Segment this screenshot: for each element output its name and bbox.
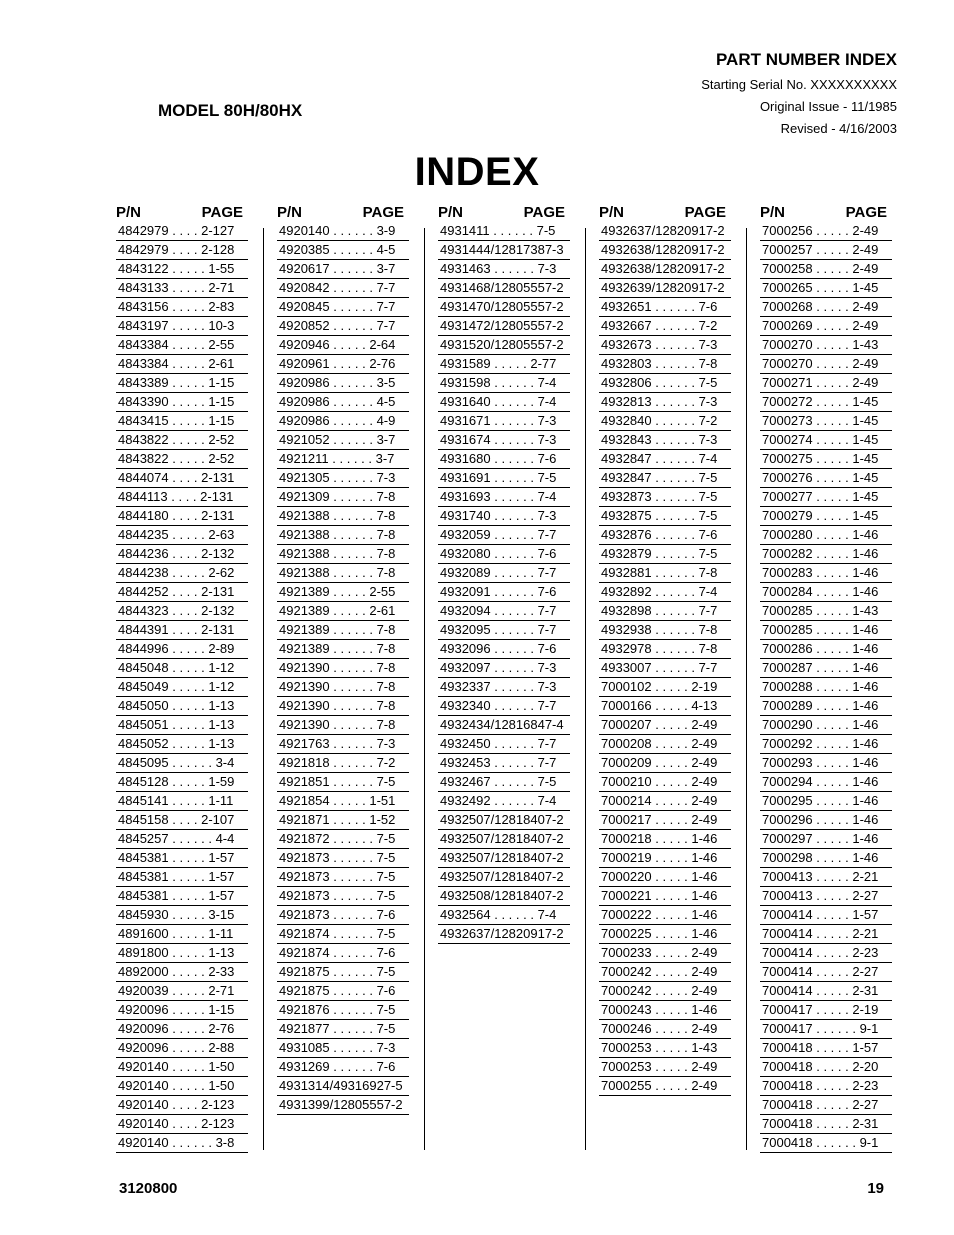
- index-entry: 4932639/12820917-2: [599, 279, 731, 298]
- index-entry: 4920852 . . . . . . 7-7: [277, 317, 409, 336]
- entry-list: [438, 222, 570, 944]
- index-entry: 4932876 . . . . . . 7-6: [599, 526, 731, 545]
- index-entry: 4921388 . . . . . . 7-8: [277, 507, 409, 526]
- index-entry: 7000295 . . . . . 1-46: [760, 792, 892, 811]
- index-entry: 4844238 . . . . . 2-62: [116, 564, 248, 583]
- index-entry: 7000233 . . . . . 2-49: [599, 944, 731, 963]
- index-entry: 4932847 . . . . . . 7-4: [599, 450, 731, 469]
- index-entry: 7000210 . . . . . 2-49: [599, 773, 731, 792]
- index-entry: 4921876 . . . . . . 7-5: [277, 1001, 409, 1020]
- index-entry: 7000102 . . . . . 2-19: [599, 678, 731, 697]
- index-entry: 4920986 . . . . . . 4-5: [277, 393, 409, 412]
- index-entry: 4844074 . . . . 2-131: [116, 469, 248, 488]
- index-entry: 4932638/12820917-2: [599, 241, 731, 260]
- index-entry: 4931671 . . . . . . 7-3: [438, 412, 570, 431]
- index-entry: 4931740 . . . . . . 7-3: [438, 507, 570, 526]
- entry-list: [760, 222, 892, 1153]
- index-entry: 4920845 . . . . . . 7-7: [277, 298, 409, 317]
- page-number: 19: [867, 1180, 884, 1197]
- index-entry: 4932507/12818407-2: [438, 811, 570, 830]
- index-entry: 4932096 . . . . . . 7-6: [438, 640, 570, 659]
- index-entry: 4931472/12805557-2: [438, 317, 570, 336]
- index-entry: 7000214 . . . . . 2-49: [599, 792, 731, 811]
- index-entry: 4845128 . . . . . 1-59: [116, 773, 248, 792]
- index-entry: 7000282 . . . . . 1-46: [760, 545, 892, 564]
- index-entry: 4921871 . . . . . 1-52: [277, 811, 409, 830]
- index-entry: 7000222 . . . . . 1-46: [599, 906, 731, 925]
- entry-list: [277, 222, 409, 1115]
- index-entry: 4932453 . . . . . . 7-7: [438, 754, 570, 773]
- index-entry: 7000297 . . . . . 1-46: [760, 830, 892, 849]
- index-entry: 4932637/12820917-2: [438, 925, 570, 944]
- index-entry: 4921389 . . . . . 2-61: [277, 602, 409, 621]
- index-entry: 4920842 . . . . . . 7-7: [277, 279, 409, 298]
- index-entry: 7000418 . . . . . 1-57: [760, 1039, 892, 1058]
- index-entry: 4844996 . . . . . 2-89: [116, 640, 248, 659]
- index-entry: 4843415 . . . . . 1-15: [116, 412, 248, 431]
- index-entry: 4931411 . . . . . . 7-5: [438, 222, 570, 241]
- index-entry: 4921854 . . . . . 1-51: [277, 792, 409, 811]
- index-entry: 7000285 . . . . . 1-43: [760, 602, 892, 621]
- index-entry: 7000275 . . . . . 1-45: [760, 450, 892, 469]
- index-entry: 7000279 . . . . . 1-45: [760, 507, 892, 526]
- index-entry: 7000418 . . . . . 2-31: [760, 1115, 892, 1134]
- index-entry: 4921877 . . . . . . 7-5: [277, 1020, 409, 1039]
- index-entry: 7000413 . . . . . 2-21: [760, 868, 892, 887]
- index-entry: 7000417 . . . . . 2-19: [760, 1001, 892, 1020]
- index-entry: 7000221 . . . . . 1-46: [599, 887, 731, 906]
- index-entry: 4921763 . . . . . . 7-3: [277, 735, 409, 754]
- index-entry: 4845049 . . . . . 1-12: [116, 678, 248, 697]
- index-entry: 7000256 . . . . . 2-49: [760, 222, 892, 241]
- index-entry: 7000269 . . . . . 2-49: [760, 317, 892, 336]
- index-entry: 7000209 . . . . . 2-49: [599, 754, 731, 773]
- index-column: [438, 204, 570, 944]
- index-entry: 4921873 . . . . . . 7-5: [277, 849, 409, 868]
- index-entry: 4931269 . . . . . . 7-6: [277, 1058, 409, 1077]
- index-entry: 4932898 . . . . . . 7-7: [599, 602, 731, 621]
- index-entry: 4921390 . . . . . . 7-8: [277, 659, 409, 678]
- index-entry: 4920039 . . . . . 2-71: [116, 982, 248, 1001]
- index-entry: 4932879 . . . . . . 7-5: [599, 545, 731, 564]
- index-entry: 7000242 . . . . . 2-49: [599, 963, 731, 982]
- index-entry: 4920385 . . . . . . 4-5: [277, 241, 409, 260]
- index-entry: 4845050 . . . . . 1-13: [116, 697, 248, 716]
- index-entry: 4920961 . . . . . 2-76: [277, 355, 409, 374]
- column-header: [760, 204, 892, 222]
- index-entry: 7000218 . . . . . 1-46: [599, 830, 731, 849]
- index-entry: 7000207 . . . . . 2-49: [599, 716, 731, 735]
- index-entry: 4844323 . . . . 2-132: [116, 602, 248, 621]
- index-heading: INDEX: [414, 150, 540, 194]
- index-entry: 7000242 . . . . . 2-49: [599, 982, 731, 1001]
- index-entry: 4932892 . . . . . . 7-4: [599, 583, 731, 602]
- index-column: [277, 204, 409, 1115]
- index-entry: 4892000 . . . . . 2-33: [116, 963, 248, 982]
- column-header: [599, 204, 731, 222]
- index-entry: 4921872 . . . . . . 7-5: [277, 830, 409, 849]
- index-entry: 4932875 . . . . . . 7-5: [599, 507, 731, 526]
- index-entry: 4932938 . . . . . . 7-8: [599, 621, 731, 640]
- index-entry: 4932978 . . . . . . 7-8: [599, 640, 731, 659]
- index-entry: 4845052 . . . . . 1-13: [116, 735, 248, 754]
- index-entry: 4920986 . . . . . . 3-5: [277, 374, 409, 393]
- index-entry: 4843197 . . . . . 10-3: [116, 317, 248, 336]
- entry-list: [599, 222, 731, 1096]
- index-entry: 4921389 . . . . . . 7-8: [277, 640, 409, 659]
- index-entry: 4844236 . . . . 2-132: [116, 545, 248, 564]
- index-entry: 4845141 . . . . . 1-11: [116, 792, 248, 811]
- index-entry: 7000280 . . . . . 1-46: [760, 526, 892, 545]
- index-entry: 4891600 . . . . . 1-11: [116, 925, 248, 944]
- index-entry: 7000257 . . . . . 2-49: [760, 241, 892, 260]
- index-entry: 4932667 . . . . . . 7-2: [599, 317, 731, 336]
- index-entry: 4932094 . . . . . . 7-7: [438, 602, 570, 621]
- index-column: [599, 204, 731, 1096]
- index-entry: 4921818 . . . . . . 7-2: [277, 754, 409, 773]
- index-entry: 7000219 . . . . . 1-46: [599, 849, 731, 868]
- index-entry: 4843389 . . . . . 1-15: [116, 374, 248, 393]
- index-entry: 4932803 . . . . . . 7-8: [599, 355, 731, 374]
- index-entry: 4932813 . . . . . . 7-3: [599, 393, 731, 412]
- index-entry: 4931314/49316927-5: [277, 1077, 409, 1096]
- index-entry: 4842979 . . . . 2-128: [116, 241, 248, 260]
- index-entry: 7000255 . . . . . 2-49: [599, 1077, 731, 1096]
- index-entry: 4931444/12817387-3: [438, 241, 570, 260]
- index-entry: 4921851 . . . . . . 7-5: [277, 773, 409, 792]
- index-entry: 7000243 . . . . . 1-46: [599, 1001, 731, 1020]
- index-entry: 4844180 . . . . 2-131: [116, 507, 248, 526]
- index-entry: 4843384 . . . . . 2-61: [116, 355, 248, 374]
- index-entry: 4932080 . . . . . . 7-6: [438, 545, 570, 564]
- index-entry: 4844252 . . . . 2-131: [116, 583, 248, 602]
- index-entry: 7000287 . . . . . 1-46: [760, 659, 892, 678]
- index-entry: 7000271 . . . . . 2-49: [760, 374, 892, 393]
- index-entry: 4920096 . . . . . 2-88: [116, 1039, 248, 1058]
- index-entry: 4932881 . . . . . . 7-8: [599, 564, 731, 583]
- index-entry: 4921873 . . . . . . 7-5: [277, 887, 409, 906]
- pn-header: P/N: [277, 204, 303, 221]
- index-entry: 4921052 . . . . . . 3-7: [277, 431, 409, 450]
- index-entry: 7000414 . . . . . 2-31: [760, 982, 892, 1001]
- revised-date: Revised - 4/16/2003: [780, 121, 897, 136]
- index-entry: 4932638/12820917-2: [599, 260, 731, 279]
- column-header: [438, 204, 570, 222]
- index-entry: 4921211 . . . . . . 3-7: [277, 450, 409, 469]
- index-entry: 4920986 . . . . . . 4-9: [277, 412, 409, 431]
- column-divider: [746, 228, 747, 1150]
- index-entry: 7000265 . . . . . 1-45: [760, 279, 892, 298]
- index-entry: 7000414 . . . . . 2-23: [760, 944, 892, 963]
- index-entry: 4921873 . . . . . . 7-6: [277, 906, 409, 925]
- index-entry: 4933007 . . . . . . 7-7: [599, 659, 731, 678]
- index-entry: 4845381 . . . . . 1-57: [116, 849, 248, 868]
- index-entry: 4931693 . . . . . . 7-4: [438, 488, 570, 507]
- index-entry: 7000220 . . . . . 1-46: [599, 868, 731, 887]
- column-header: [116, 204, 248, 222]
- index-entry: 4921388 . . . . . . 7-8: [277, 564, 409, 583]
- page-header: PAGE: [201, 204, 243, 221]
- index-entry: 4920617 . . . . . . 3-7: [277, 260, 409, 279]
- index-entry: 4931468/12805557-2: [438, 279, 570, 298]
- index-entry: 7000289 . . . . . 1-46: [760, 697, 892, 716]
- index-entry: 7000414 . . . . . 2-27: [760, 963, 892, 982]
- index-entry: 7000418 . . . . . 2-23: [760, 1077, 892, 1096]
- index-entry: 7000253 . . . . . 1-43: [599, 1039, 731, 1058]
- pn-header: P/N: [438, 204, 464, 221]
- index-entry: 7000270 . . . . . 2-49: [760, 355, 892, 374]
- index-entry: 4932507/12818407-2: [438, 830, 570, 849]
- page-header: PAGE: [523, 204, 565, 221]
- index-entry: 4920140 . . . . 2-123: [116, 1096, 248, 1115]
- index-entry: 4931640 . . . . . . 7-4: [438, 393, 570, 412]
- column-divider: [263, 228, 264, 1150]
- index-entry: 4932340 . . . . . . 7-7: [438, 697, 570, 716]
- index-entry: 7000276 . . . . . 1-45: [760, 469, 892, 488]
- index-entry: 4845257 . . . . . . 4-4: [116, 830, 248, 849]
- index-entry: 4844391 . . . . 2-131: [116, 621, 248, 640]
- index-entry: 4921875 . . . . . . 7-6: [277, 982, 409, 1001]
- index-entry: 7000272 . . . . . 1-45: [760, 393, 892, 412]
- model-label: MODEL 80H/80HX: [158, 101, 303, 120]
- index-entry: 4920096 . . . . . 1-15: [116, 1001, 248, 1020]
- index-entry: 4920140 . . . . . . 3-9: [277, 222, 409, 241]
- index-entry: 4932095 . . . . . . 7-7: [438, 621, 570, 640]
- index-entry: 4921389 . . . . . 2-55: [277, 583, 409, 602]
- index-entry: 4931598 . . . . . . 7-4: [438, 374, 570, 393]
- index-entry: 4931680 . . . . . . 7-6: [438, 450, 570, 469]
- index-entry: 7000270 . . . . . 1-43: [760, 336, 892, 355]
- index-entry: 4843133 . . . . . 2-71: [116, 279, 248, 298]
- index-entry: 7000284 . . . . . 1-46: [760, 583, 892, 602]
- index-entry: 7000292 . . . . . 1-46: [760, 735, 892, 754]
- page-header: PAGE: [362, 204, 404, 221]
- index-entry: 4932508/12818407-2: [438, 887, 570, 906]
- index-entry: 4844113 . . . . 2-131: [116, 488, 248, 507]
- index-entry: 7000288 . . . . . 1-46: [760, 678, 892, 697]
- index-entry: 7000414 . . . . . 2-21: [760, 925, 892, 944]
- index-entry: 4842979 . . . . 2-127: [116, 222, 248, 241]
- index-entry: 4932091 . . . . . . 7-6: [438, 583, 570, 602]
- index-entry: 7000217 . . . . . 2-49: [599, 811, 731, 830]
- index-entry: 4921309 . . . . . . 7-8: [277, 488, 409, 507]
- index-entry: 4932840 . . . . . . 7-2: [599, 412, 731, 431]
- index-entry: 4921874 . . . . . . 7-6: [277, 944, 409, 963]
- index-column: [116, 204, 248, 1153]
- index-entry: 4921390 . . . . . . 7-8: [277, 716, 409, 735]
- index-entry: 4932806 . . . . . . 7-5: [599, 374, 731, 393]
- index-entry: 4921873 . . . . . . 7-5: [277, 868, 409, 887]
- index-entry: 4932564 . . . . . . 7-4: [438, 906, 570, 925]
- index-entry: 4921389 . . . . . . 7-8: [277, 621, 409, 640]
- index-entry: 4931520/12805557-2: [438, 336, 570, 355]
- index-entry: 7000274 . . . . . 1-45: [760, 431, 892, 450]
- index-entry: 4921388 . . . . . . 7-8: [277, 526, 409, 545]
- index-entry: 4920140 . . . . . . 3-8: [116, 1134, 248, 1153]
- index-entry: 4920140 . . . . . 1-50: [116, 1077, 248, 1096]
- document-number: 3120800: [119, 1180, 178, 1197]
- index-entry: 7000414 . . . . . 1-57: [760, 906, 892, 925]
- index-entry: 7000166 . . . . . 4-13: [599, 697, 731, 716]
- index-entry: 7000418 . . . . . . 9-1: [760, 1134, 892, 1153]
- index-entry: 7000277 . . . . . 1-45: [760, 488, 892, 507]
- index-entry: 4931463 . . . . . . 7-3: [438, 260, 570, 279]
- index-entry: 7000225 . . . . . 1-46: [599, 925, 731, 944]
- index-entry: 7000418 . . . . . 2-27: [760, 1096, 892, 1115]
- column-header: [277, 204, 409, 222]
- index-entry: 4844235 . . . . . 2-63: [116, 526, 248, 545]
- index-entry: 4920140 . . . . . 1-50: [116, 1058, 248, 1077]
- index-entry: 4921388 . . . . . . 7-8: [277, 545, 409, 564]
- index-entry: 4920140 . . . . 2-123: [116, 1115, 248, 1134]
- part-number-index-title: PART NUMBER INDEX: [715, 50, 897, 69]
- index-entry: 4845158 . . . . 2-107: [116, 811, 248, 830]
- index-entry: 7000418 . . . . . 2-20: [760, 1058, 892, 1077]
- index-entry: 4932492 . . . . . . 7-4: [438, 792, 570, 811]
- index-entry: 4921390 . . . . . . 7-8: [277, 697, 409, 716]
- column-divider: [585, 228, 586, 1150]
- index-entry: 7000285 . . . . . 1-46: [760, 621, 892, 640]
- index-entry: 7000298 . . . . . 1-46: [760, 849, 892, 868]
- index-entry: 4932467 . . . . . . 7-5: [438, 773, 570, 792]
- index-entry: 4845930 . . . . . 3-15: [116, 906, 248, 925]
- index-entry: 4843390 . . . . . 1-15: [116, 393, 248, 412]
- index-entry: 4843156 . . . . . 2-83: [116, 298, 248, 317]
- index-entry: 4931085 . . . . . . 7-3: [277, 1039, 409, 1058]
- index-entry: 4891800 . . . . . 1-13: [116, 944, 248, 963]
- index-entry: 4932450 . . . . . . 7-7: [438, 735, 570, 754]
- index-entry: 4931399/12805557-2: [277, 1096, 409, 1115]
- index-entry: 4932097 . . . . . . 7-3: [438, 659, 570, 678]
- index-entry: 4932673 . . . . . . 7-3: [599, 336, 731, 355]
- index-entry: 7000417 . . . . . . 9-1: [760, 1020, 892, 1039]
- index-entry: 4843822 . . . . . 2-52: [116, 450, 248, 469]
- pn-header: P/N: [599, 204, 625, 221]
- index-entry: 4932843 . . . . . . 7-3: [599, 431, 731, 450]
- index-entry: 4845381 . . . . . 1-57: [116, 868, 248, 887]
- index-entry: 4921390 . . . . . . 7-8: [277, 678, 409, 697]
- index-entry: 4921875 . . . . . . 7-5: [277, 963, 409, 982]
- index-entry: 4931470/12805557-2: [438, 298, 570, 317]
- page-header: PAGE: [684, 204, 726, 221]
- index-entry: 4931691 . . . . . . 7-5: [438, 469, 570, 488]
- index-entry: 4932651 . . . . . . 7-6: [599, 298, 731, 317]
- pn-header: P/N: [760, 204, 786, 221]
- index-entry: 7000290 . . . . . 1-46: [760, 716, 892, 735]
- index-entry: 4921874 . . . . . . 7-5: [277, 925, 409, 944]
- index-entry: 7000246 . . . . . 2-49: [599, 1020, 731, 1039]
- index-entry: 7000208 . . . . . 2-49: [599, 735, 731, 754]
- index-entry: 4931674 . . . . . . 7-3: [438, 431, 570, 450]
- index-entry: 7000286 . . . . . 1-46: [760, 640, 892, 659]
- index-entry: 7000413 . . . . . 2-27: [760, 887, 892, 906]
- index-entry: 4932059 . . . . . . 7-7: [438, 526, 570, 545]
- index-entry: 7000283 . . . . . 1-46: [760, 564, 892, 583]
- starting-serial: Starting Serial No. XXXXXXXXXX: [701, 77, 897, 92]
- index-entry: 4920096 . . . . . 2-76: [116, 1020, 248, 1039]
- index-entry: 7000273 . . . . . 1-45: [760, 412, 892, 431]
- index-entry: 4932507/12818407-2: [438, 849, 570, 868]
- index-entry: 4932089 . . . . . . 7-7: [438, 564, 570, 583]
- index-entry: 7000253 . . . . . 2-49: [599, 1058, 731, 1077]
- index-entry: 4932637/12820917-2: [599, 222, 731, 241]
- index-entry: 7000268 . . . . . 2-49: [760, 298, 892, 317]
- index-entry: 4843822 . . . . . 2-52: [116, 431, 248, 450]
- column-divider: [424, 228, 425, 1150]
- index-entry: 4932434/12816847-4: [438, 716, 570, 735]
- index-entry: 4843384 . . . . . 2-55: [116, 336, 248, 355]
- index-entry: 7000258 . . . . . 2-49: [760, 260, 892, 279]
- entry-list: [116, 222, 248, 1153]
- index-entry: 4932873 . . . . . . 7-5: [599, 488, 731, 507]
- index-entry: 4920946 . . . . . 2-64: [277, 336, 409, 355]
- pn-header: P/N: [116, 204, 142, 221]
- index-entry: 4845048 . . . . . 1-12: [116, 659, 248, 678]
- index-entry: 4921305 . . . . . . 7-3: [277, 469, 409, 488]
- index-entry: 7000296 . . . . . 1-46: [760, 811, 892, 830]
- page-header: PAGE: [845, 204, 887, 221]
- index-entry: 4845095 . . . . . . 3-4: [116, 754, 248, 773]
- index-entry: 7000293 . . . . . 1-46: [760, 754, 892, 773]
- index-entry: 4932507/12818407-2: [438, 868, 570, 887]
- index-entry: 4931589 . . . . . 2-77: [438, 355, 570, 374]
- index-entry: 4843122 . . . . . 1-55: [116, 260, 248, 279]
- index-column: [760, 204, 892, 1153]
- original-issue: Original Issue - 11/1985: [759, 99, 897, 114]
- index-entry: 4932847 . . . . . . 7-5: [599, 469, 731, 488]
- index-entry: 4932337 . . . . . . 7-3: [438, 678, 570, 697]
- index-entry: 4845381 . . . . . 1-57: [116, 887, 248, 906]
- index-entry: 7000294 . . . . . 1-46: [760, 773, 892, 792]
- index-entry: 4845051 . . . . . 1-13: [116, 716, 248, 735]
